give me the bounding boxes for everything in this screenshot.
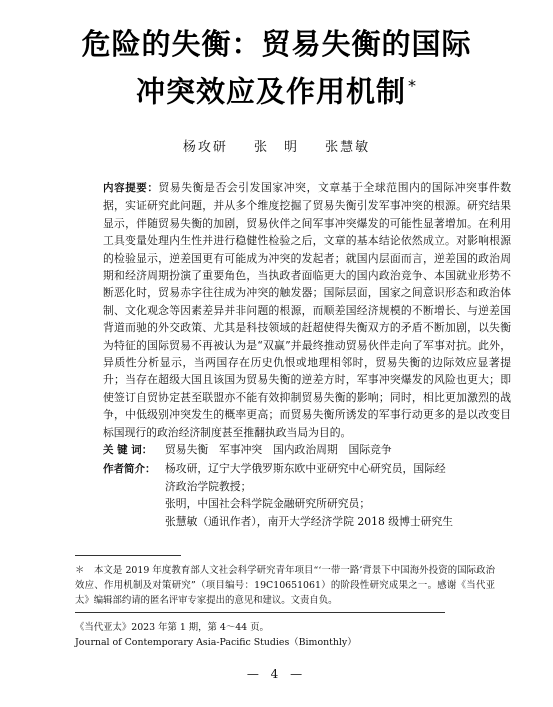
title-line-2-text: 冲突效应及作用机制 xyxy=(135,74,406,109)
author-intro-line: 张慧敏（通讯作者），南开大学经济学院 2018 级博士研究生 xyxy=(165,514,454,528)
keywords-text: 贸易失衡 军事冲突 国内政治周期 国际竞争 xyxy=(165,443,392,457)
journal-divider xyxy=(75,612,445,613)
abstract-block xyxy=(103,179,511,530)
footnote-divider xyxy=(75,555,181,556)
journal-citation xyxy=(75,620,515,650)
page-number: — 4 — xyxy=(246,667,307,681)
author-intro-row xyxy=(103,460,511,478)
author-name: 张 明 xyxy=(253,140,299,155)
journal-citation-en: Journal of Contemporary Asia-Pacific Studies（Bimonthly） xyxy=(75,637,357,648)
keywords-label: 关 键 词： xyxy=(103,444,153,457)
abstract-label: 内容提要： xyxy=(103,182,159,194)
author-list xyxy=(0,136,553,155)
abstract-paragraph xyxy=(103,179,511,441)
author-intro-line: 杨攻研，辽宁大学俄罗斯东欧中亚研究中心研究员，国际经 xyxy=(165,461,446,475)
title-footnote-mark: * xyxy=(408,76,417,95)
funding-footnote: ＊ 本文是 2019 年度教育部人文社会科学研究青年项目“‘一带一路’背景下中国海外投资的国际政治效应、作用机制及对策研究”（项目编号：19C10651061）的阶段性研究成果之一。感谢《当代亚太》编辑部约请的匿名评审专家提出的意见和建议。文责自负。 xyxy=(75,565,495,606)
author-intro-line: 张明，中国社会科学院金融研究所研究员； xyxy=(165,497,371,511)
journal-citation-cn: 《当代亚太》2023 年第 1 期，第 4～44 页。 xyxy=(75,622,269,633)
article-title-line-2 xyxy=(0,68,553,110)
author-name: 杨攻研 xyxy=(182,140,228,155)
keywords-row xyxy=(103,441,511,459)
author-name: 张慧敏 xyxy=(325,140,371,155)
author-intro-label: 作者简介： xyxy=(103,462,156,475)
abstract-text: 贸易失衡是否会引发国家冲突，文章基于全球范围内的国际冲突事件数据，实证研究此问题，并从多个维度挖掘了贸易失衡引发军事冲突的根源。研究结果显示，伴随贸易失衡的加剧，贸易伙伴之间军事冲突爆发的可能性显著增加。在利用工具变量处理内生性并进行稳健性检验之后，文章的基本结论依然成立。对影响根源的检验显示，逆差国更有可能成为冲突的发起者；就国内层面而言，逆差国的政治周期和经济周期扮演了重要角色，当执政者面临更大的国内政治竞争、本国就业形势不断恶化时，贸易赤字往往成为冲突的触发器；国际层面，国家之间意识形态和政治体制、文化观念等因素差异并非问题的根源，而顺差国经济规模的不断增长、与逆差国背道而驰的外交政策、尤其是科技领域的赶超使得失衡双方的矛盾不断加剧，以失衡为特征的国际贸易不再被认为是“双赢”并最终推动贸易伙伴走向了军事对抗。此外，异质性分析显示，当两国存在历史仇恨或地理相邻时，贸易失衡的边际效应显著提升；当存在超级大国且该国为贸易失衡的逆差方时，军事冲突爆发的风险也更大；即使签订自贸协定甚至联盟亦不能有效抑制贸易失衡的影响；同时，相比更加激烈的战争，中低级别冲突发生的概率更高；而贸易失衡所诱发的军事行动更多的是以改变目标国现行的政治经济制度甚至推翻执政当局为目的。 xyxy=(103,181,512,439)
author-intro-line: 济政治学院教授； xyxy=(165,479,252,493)
article-title-line-1: 危险的失衡：贸易失衡的国际 xyxy=(81,27,472,61)
